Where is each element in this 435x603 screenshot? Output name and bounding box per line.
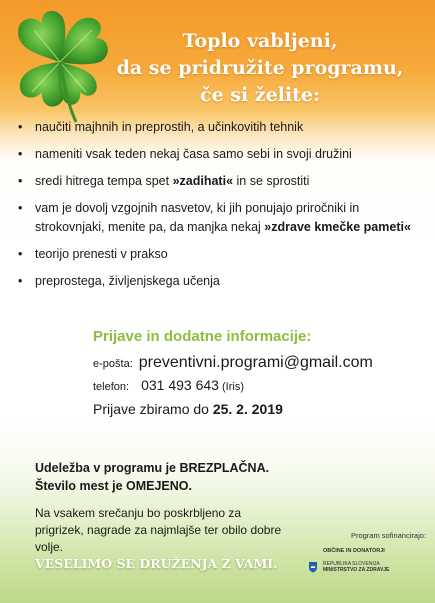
bullet-icon: • [18, 120, 23, 134]
free-participation-text: Udeležba v programu je BREZPLAČNA. [35, 461, 270, 475]
bullet-icon: • [18, 274, 23, 288]
contact-info [93, 327, 413, 420]
deadline-date: 25. 2. 2019 [212, 401, 283, 417]
motto-text: VESELIMO SE DRUŽENJA Z VAMI. [35, 556, 278, 571]
list-item: • preprostega, življenjskega učenja [18, 272, 423, 291]
cofunding-block [308, 531, 426, 575]
email-row [93, 353, 413, 374]
invitation-heading [95, 28, 425, 109]
deadline-row: Prijave zbiramo do 25. 2. 2019 [93, 401, 283, 417]
slovenia-coat-of-arms-icon [308, 561, 318, 573]
ministry-country: REPUBLIKA SLOVENIJA [323, 561, 380, 567]
contact-title: Prijave in dodatne informacije: [93, 328, 312, 345]
municipalities-donors: OBČINE IN DONATORJI [323, 548, 385, 554]
cofunding-label: Program sofinancirajo: [350, 531, 426, 540]
email-address[interactable]: preventivni.programi@gmail.com [138, 354, 373, 371]
list-item: • vam je dovolj vzgojnih nasvetov, ki jih ponujajo priročniki in strokovnjaki, menite pa, da manjka nekaj »zdrave kmečke pameti« [18, 201, 411, 234]
meeting-note: Na vsakem srečanju bo poskrbljeno za prigrizek, nagrade za najmlajše ter obilo dobre volje. [35, 506, 282, 554]
phone-row [93, 374, 413, 398]
phone-contact-name: (Iris) [222, 381, 245, 393]
bullet-icon: • [18, 247, 23, 261]
heading-line-3: če si želite: [200, 84, 320, 106]
bullet-icon: • [18, 174, 23, 188]
list-item: • nameniti vsak teden nekaj časa samo sebi in svoji družini [18, 145, 423, 164]
participation-info [35, 459, 269, 495]
phone-label: telefon: [93, 381, 130, 393]
email-label: e-pošta: [93, 358, 133, 370]
heading-line-2: da se pridružite programu, [116, 57, 404, 79]
list-item: • teorijo prenesti v prakso [18, 245, 423, 264]
phone-number[interactable]: 031 493 643 [141, 377, 219, 393]
ministry-name: MINISTRSTVO ZA ZDRAVJE [323, 567, 390, 573]
bullet-icon: • [18, 147, 23, 161]
bullet-icon: • [18, 201, 23, 215]
limited-places-text: Število mest je OMEJENO. [35, 479, 192, 493]
ministry-logo [308, 561, 426, 575]
list-item: • naučiti majhnih in preprostih, a učinkovitih tehnik [18, 118, 423, 137]
heading-line-1: Toplo vabljeni, [182, 30, 338, 52]
list-item: • sredi hitrega tempa spet »zadihati« in se sprostiti [18, 172, 423, 191]
benefits-list [18, 118, 423, 299]
